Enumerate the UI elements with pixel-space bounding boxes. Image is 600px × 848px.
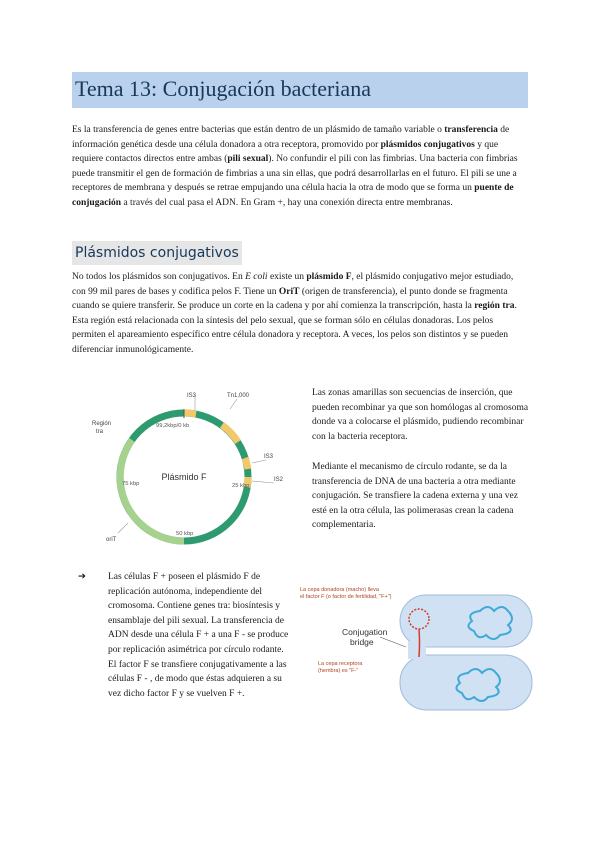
bridge-channel [408, 641, 426, 659]
label-tn1000: Tn1,000 [227, 393, 250, 399]
bridge-leader [380, 637, 406, 647]
label-tra: tra [96, 429, 104, 435]
intro-text-2: de información genética desde una célula donadora a otra receptora, promovido por [72, 125, 510, 150]
intro-text-5: a través del cual pasa el ADN. En Gram +, hay una conexión directa entre membranas. [121, 197, 453, 208]
orit-leader [118, 523, 128, 533]
is3-right-arc [245, 458, 248, 469]
plasmid-text-5: . Esta región está relacionada con la síntesis del pelo sexual, que se forman sólo en células donadoras. Los pelos permiten el apareamiento específico entre célula donadora y receptora. A veces, los pelos son distintos y se pueden diferenciar inmunológicamente. [72, 301, 517, 355]
label-orit: oriT [106, 537, 117, 543]
plasmid-bold-3: región tra [474, 301, 515, 312]
recipient-label-2: (hembra) es "F-" [318, 668, 359, 674]
intro-bold-3: pili sexual [227, 154, 269, 165]
is3-right-leader [252, 460, 266, 463]
plasmid-italic-1: E coli [245, 272, 268, 282]
plasmid-text-2: existe un [267, 272, 307, 282]
plasmid-text-1: No todos los plásmidos son conjugativos. En [72, 272, 246, 282]
tra-region-arc [120, 440, 184, 541]
recipient-label-1: La cepa receptora [318, 661, 363, 667]
plasmid-text-3: , el plásmido conjugativo mejor estudiado, con 99 mil pares de bases y codifica pelos F. Tiene un [72, 272, 514, 297]
intro-text-4: ). No confundir el pili con las fimbrias. Una bacteria con fimbrias puede transmitir el gen de formación de fimbrias a una sin ellas, que podrá desarrollarlas en el futuro. El pili se une a receptores de membrana y después se retrae empujando una célula hacia la otra de modo que se forma un [72, 154, 518, 194]
arrow-bullet-icon: ➔ [78, 572, 86, 582]
label-is3-right: IS3 [264, 454, 274, 460]
bridge-label-2: bridge [350, 637, 374, 647]
plasmid-text-4: (origen de transferencia), el punto donde se fragmenta cuando se quiere transferir. Se produce un corte en la cadena y por ahí comienza la transcripción, hasta la [72, 286, 508, 312]
donor-label-2: el factor F (o factor de fertilidad, "F+") [300, 594, 392, 600]
tn1000-leader [230, 399, 237, 409]
is2-leader [252, 481, 274, 483]
plasmid-bold-1: plásmido F [306, 272, 352, 282]
donor-label-1: La cepa donadora (macho) lleva [300, 587, 379, 593]
f-plus-bullet-text: Las células F + poseen el plásmido F de replicación autónoma, independiente del cromosoma. Contiene genes tra: biosíntesis y ensamblaje del pili sexual. La transferencia de ADN desde una célula F + a una F - se produce por replicación asimétrica por círculo rodante. El factor F se transfiere conjugativamente a las células F - , de modo que éstas adquieren a su vez dicho factor F y se vuelven F +. [108, 572, 289, 699]
plasmid-f-diagram [92, 385, 297, 560]
rolling-circle-note: Mediante el mecanismo de círculo rodante, se da la transferencia de DNA de una bacteria a otra mediante conjugación. Se transfiere la cadena externa y una vez esté en la otra célula, las polimerasas crean la cadena complementaria. [312, 462, 518, 531]
label-99kbp: 99,2kbp/0 kb [156, 423, 190, 429]
intro-bold-1: transferencia [444, 125, 498, 135]
label-25kbp: 25 kbp [232, 483, 250, 489]
plasmid-paragraph [72, 270, 529, 358]
plasmid-center-label: Plásmido F [161, 472, 207, 482]
transferring-strand [419, 629, 420, 657]
intro-paragraph [72, 123, 529, 211]
bridge-label-1: Conjugation [342, 627, 388, 637]
label-region: Región [92, 421, 112, 427]
conjugation-bridge-diagram [290, 583, 535, 728]
section-heading: Plásmidos conjugativos [72, 241, 242, 265]
label-75kbp: 75 kbp [122, 481, 140, 487]
intro-text-1: Es la transferencia de genes entre bacterias que están dentro de un plásmido de tamaño variable o [72, 125, 445, 135]
tn1000-arc [222, 425, 238, 442]
intro-bold-4: puente de conjugación [72, 183, 514, 208]
insertion-sequences-note: Las zonas amarillas son secuencias de inserción, que pueden recombinar ya que son homólogas al cromosoma donde va a colocarse el plásmido, pudiendo recombinar con la bacteria receptora. [312, 388, 529, 442]
title-bar [72, 72, 528, 108]
plasmid-bold-2: OriT [278, 286, 300, 297]
is3-top-arc [184, 413, 196, 414]
label-is3-top: IS3 [187, 393, 197, 399]
intro-bold-2: plásmidos conjugativos [380, 139, 475, 150]
label-is2: IS2 [274, 477, 284, 483]
page-title: Tema 13: Conjugación bacteriana [75, 76, 371, 101]
recipient-cell [400, 655, 532, 710]
label-50kbp: 50 kbp [176, 531, 194, 537]
intro-text-3: y que requiere contactos directos entre ambas ( [72, 139, 499, 165]
